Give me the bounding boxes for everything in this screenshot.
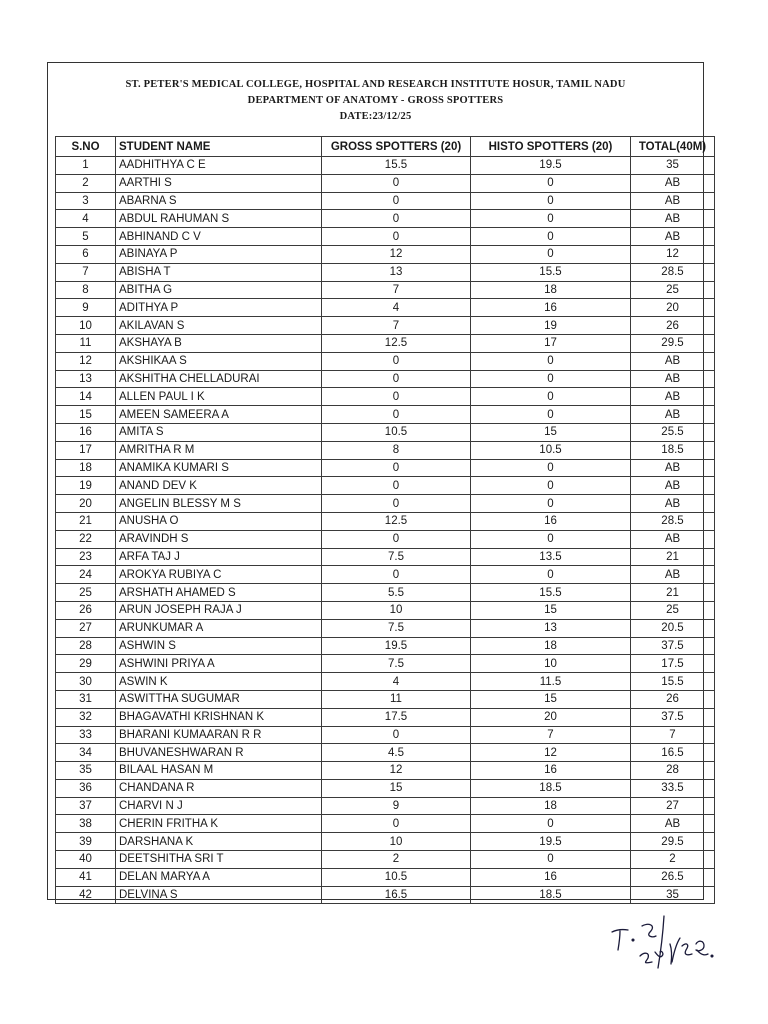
cell-histo-spotters: 10.5: [471, 441, 631, 459]
cell-total: AB: [631, 192, 715, 210]
cell-histo-spotters: 15: [471, 601, 631, 619]
table-row: [56, 619, 715, 637]
cell-gross-spotters: 16.5: [322, 886, 471, 904]
table-row: [56, 299, 715, 317]
cell-sno: 36: [56, 779, 116, 797]
cell-gross-spotters: 0: [322, 566, 471, 584]
cell-histo-spotters: 0: [471, 530, 631, 548]
table-row: [56, 441, 715, 459]
cell-total: AB: [631, 566, 715, 584]
cell-gross-spotters: 15: [322, 779, 471, 797]
cell-student-name: AROKYA RUBIYA C: [116, 566, 322, 584]
cell-student-name: AKILAVAN S: [116, 317, 322, 335]
cell-sno: 13: [56, 370, 116, 388]
table-row: [56, 815, 715, 833]
cell-total: 18.5: [631, 441, 715, 459]
table-row: [56, 388, 715, 406]
cell-sno: 21: [56, 512, 116, 530]
cell-histo-spotters: 12: [471, 744, 631, 762]
exam-date: DATE:23/12/25: [339, 111, 412, 122]
cell-gross-spotters: 9: [322, 797, 471, 815]
table-row: [56, 868, 715, 886]
cell-total: 20: [631, 299, 715, 317]
column-header-total: TOTAL(40M): [631, 137, 715, 157]
cell-student-name: DELAN MARYA A: [116, 868, 322, 886]
cell-student-name: AARTHI S: [116, 174, 322, 192]
cell-student-name: ABINAYA P: [116, 245, 322, 263]
table-row: [56, 370, 715, 388]
cell-student-name: ANAMIKA KUMARI S: [116, 459, 322, 477]
cell-total: AB: [631, 477, 715, 495]
cell-histo-spotters: 19.5: [471, 833, 631, 851]
cell-gross-spotters: 7.5: [322, 655, 471, 673]
cell-histo-spotters: 0: [471, 210, 631, 228]
cell-gross-spotters: 0: [322, 530, 471, 548]
cell-histo-spotters: 10: [471, 655, 631, 673]
institution-title: ST. PETER'S MEDICAL COLLEGE, HOSPITAL AND RESEARCH INSTITUTE HOSUR, TAMIL NADU: [125, 79, 626, 90]
cell-gross-spotters: 0: [322, 228, 471, 246]
column-header-gross-spotters: GROSS SPOTTERS (20): [322, 137, 471, 157]
cell-sno: 22: [56, 530, 116, 548]
cell-total: 28: [631, 762, 715, 780]
cell-histo-spotters: 16: [471, 299, 631, 317]
cell-student-name: BILAAL HASAN M: [116, 762, 322, 780]
cell-total: AB: [631, 174, 715, 192]
table-row: [56, 833, 715, 851]
department-title: DEPARTMENT OF ANATOMY - GROSS SPOTTERS: [247, 95, 504, 106]
cell-histo-spotters: 15.5: [471, 584, 631, 602]
cell-histo-spotters: 0: [471, 495, 631, 513]
cell-gross-spotters: 10.5: [322, 423, 471, 441]
table-row: [56, 886, 715, 904]
cell-total: 28.5: [631, 263, 715, 281]
cell-histo-spotters: 20: [471, 708, 631, 726]
cell-sno: 17: [56, 441, 116, 459]
column-header-student-name: STUDENT NAME: [116, 137, 322, 157]
cell-sno: 30: [56, 673, 116, 691]
cell-student-name: ASHWIN S: [116, 637, 322, 655]
cell-gross-spotters: 0: [322, 815, 471, 833]
table-row: [56, 263, 715, 281]
cell-total: AB: [631, 352, 715, 370]
document-header: [48, 63, 703, 137]
cell-histo-spotters: 0: [471, 228, 631, 246]
table-row: [56, 281, 715, 299]
cell-total: 37.5: [631, 708, 715, 726]
cell-total: 33.5: [631, 779, 715, 797]
table-row: [56, 512, 715, 530]
cell-total: AB: [631, 459, 715, 477]
table-row: [56, 762, 715, 780]
cell-total: 17.5: [631, 655, 715, 673]
cell-sno: 42: [56, 886, 116, 904]
cell-total: 15.5: [631, 673, 715, 691]
cell-gross-spotters: 0: [322, 174, 471, 192]
cell-total: 25: [631, 601, 715, 619]
cell-total: 2: [631, 851, 715, 869]
cell-histo-spotters: 7: [471, 726, 631, 744]
cell-gross-spotters: 0: [322, 352, 471, 370]
cell-gross-spotters: 0: [322, 210, 471, 228]
cell-gross-spotters: 11: [322, 690, 471, 708]
cell-sno: 34: [56, 744, 116, 762]
table-header-row: [56, 137, 715, 157]
cell-histo-spotters: 17: [471, 334, 631, 352]
cell-sno: 4: [56, 210, 116, 228]
cell-gross-spotters: 0: [322, 370, 471, 388]
table-row: [56, 495, 715, 513]
table-row: [56, 334, 715, 352]
table-row: [56, 566, 715, 584]
cell-histo-spotters: 0: [471, 245, 631, 263]
cell-student-name: ASWIN K: [116, 673, 322, 691]
table-row: [56, 708, 715, 726]
cell-histo-spotters: 0: [471, 388, 631, 406]
cell-sno: 24: [56, 566, 116, 584]
cell-student-name: ASHWINI PRIYA A: [116, 655, 322, 673]
cell-histo-spotters: 15: [471, 423, 631, 441]
cell-total: 28.5: [631, 512, 715, 530]
cell-student-name: AKSHAYA B: [116, 334, 322, 352]
cell-histo-spotters: 19: [471, 317, 631, 335]
cell-total: 27: [631, 797, 715, 815]
cell-gross-spotters: 17.5: [322, 708, 471, 726]
table-row: [56, 228, 715, 246]
cell-sno: 10: [56, 317, 116, 335]
cell-sno: 3: [56, 192, 116, 210]
cell-student-name: CHARVI N J: [116, 797, 322, 815]
cell-sno: 29: [56, 655, 116, 673]
column-header-sno: S.NO: [56, 137, 116, 157]
table-row: [56, 584, 715, 602]
cell-total: 20.5: [631, 619, 715, 637]
cell-student-name: ANUSHA O: [116, 512, 322, 530]
table-row: [56, 459, 715, 477]
cell-sno: 39: [56, 833, 116, 851]
cell-sno: 1: [56, 157, 116, 175]
cell-gross-spotters: 12: [322, 245, 471, 263]
cell-student-name: BHUVANESHWARAN R: [116, 744, 322, 762]
cell-sno: 38: [56, 815, 116, 833]
cell-histo-spotters: 0: [471, 815, 631, 833]
cell-total: 16.5: [631, 744, 715, 762]
cell-gross-spotters: 10.5: [322, 868, 471, 886]
cell-student-name: DEETSHITHA SRI T: [116, 851, 322, 869]
table-row: [56, 601, 715, 619]
cell-total: AB: [631, 370, 715, 388]
cell-sno: 26: [56, 601, 116, 619]
cell-total: 35: [631, 886, 715, 904]
cell-student-name: ARFA TAJ J: [116, 548, 322, 566]
cell-sno: 18: [56, 459, 116, 477]
cell-histo-spotters: 0: [471, 459, 631, 477]
cell-sno: 15: [56, 406, 116, 424]
cell-histo-spotters: 18: [471, 637, 631, 655]
cell-sno: 41: [56, 868, 116, 886]
cell-histo-spotters: 18: [471, 281, 631, 299]
column-header-histo-spotters: HISTO SPOTTERS (20): [471, 137, 631, 157]
table-row: [56, 548, 715, 566]
cell-student-name: ARSHATH AHAMED S: [116, 584, 322, 602]
cell-total: AB: [631, 228, 715, 246]
table-row: [56, 690, 715, 708]
cell-student-name: CHERIN FRITHA K: [116, 815, 322, 833]
cell-student-name: ADITHYA P: [116, 299, 322, 317]
cell-student-name: ABHINAND C V: [116, 228, 322, 246]
table-row: [56, 797, 715, 815]
table-row: [56, 157, 715, 175]
cell-total: 26.5: [631, 868, 715, 886]
cell-total: 29.5: [631, 833, 715, 851]
cell-total: AB: [631, 530, 715, 548]
cell-student-name: CHANDANA R: [116, 779, 322, 797]
cell-total: AB: [631, 815, 715, 833]
cell-student-name: ANGELIN BLESSY M S: [116, 495, 322, 513]
cell-histo-spotters: 15: [471, 690, 631, 708]
table-row: [56, 637, 715, 655]
cell-sno: 5: [56, 228, 116, 246]
cell-gross-spotters: 4: [322, 673, 471, 691]
cell-student-name: DARSHANA K: [116, 833, 322, 851]
cell-gross-spotters: 7.5: [322, 548, 471, 566]
cell-gross-spotters: 7: [322, 281, 471, 299]
table-row: [56, 317, 715, 335]
cell-sno: 19: [56, 477, 116, 495]
cell-histo-spotters: 15.5: [471, 263, 631, 281]
cell-gross-spotters: 13: [322, 263, 471, 281]
cell-sno: 12: [56, 352, 116, 370]
cell-histo-spotters: 18: [471, 797, 631, 815]
cell-gross-spotters: 0: [322, 459, 471, 477]
cell-sno: 25: [56, 584, 116, 602]
table-row: [56, 673, 715, 691]
cell-student-name: AKSHITHA CHELLADURAI: [116, 370, 322, 388]
cell-sno: 28: [56, 637, 116, 655]
cell-gross-spotters: 0: [322, 388, 471, 406]
cell-student-name: ARAVINDH S: [116, 530, 322, 548]
cell-histo-spotters: 0: [471, 192, 631, 210]
table-row: [56, 174, 715, 192]
cell-histo-spotters: 0: [471, 370, 631, 388]
marksheet-frame: [47, 62, 707, 902]
cell-student-name: ARUN JOSEPH RAJA J: [116, 601, 322, 619]
cell-total: 12: [631, 245, 715, 263]
cell-gross-spotters: 0: [322, 495, 471, 513]
cell-gross-spotters: 12: [322, 762, 471, 780]
cell-histo-spotters: 0: [471, 851, 631, 869]
cell-gross-spotters: 7.5: [322, 619, 471, 637]
cell-sno: 14: [56, 388, 116, 406]
cell-student-name: ABISHA T: [116, 263, 322, 281]
cell-student-name: AMEEN SAMEERA A: [116, 406, 322, 424]
cell-student-name: ABARNA S: [116, 192, 322, 210]
cell-sno: 2: [56, 174, 116, 192]
table-row: [56, 477, 715, 495]
table-row: [56, 352, 715, 370]
cell-histo-spotters: 0: [471, 352, 631, 370]
cell-student-name: ABITHA G: [116, 281, 322, 299]
table-row: [56, 406, 715, 424]
cell-sno: 8: [56, 281, 116, 299]
cell-sno: 27: [56, 619, 116, 637]
cell-sno: 33: [56, 726, 116, 744]
table-row: [56, 726, 715, 744]
cell-student-name: AKSHIKAA S: [116, 352, 322, 370]
cell-total: 26: [631, 317, 715, 335]
cell-gross-spotters: 12.5: [322, 512, 471, 530]
table-row: [56, 744, 715, 762]
cell-total: 25.5: [631, 423, 715, 441]
cell-sno: 11: [56, 334, 116, 352]
cell-sno: 37: [56, 797, 116, 815]
handwritten-signature: [600, 910, 760, 980]
cell-gross-spotters: 15.5: [322, 157, 471, 175]
cell-histo-spotters: 0: [471, 477, 631, 495]
cell-gross-spotters: 10: [322, 601, 471, 619]
cell-gross-spotters: 0: [322, 406, 471, 424]
cell-total: 21: [631, 584, 715, 602]
cell-student-name: ALLEN PAUL I K: [116, 388, 322, 406]
cell-total: AB: [631, 495, 715, 513]
cell-student-name: DELVINA S: [116, 886, 322, 904]
cell-gross-spotters: 10: [322, 833, 471, 851]
table-row: [56, 655, 715, 673]
cell-sno: 32: [56, 708, 116, 726]
cell-gross-spotters: 4.5: [322, 744, 471, 762]
cell-histo-spotters: 0: [471, 406, 631, 424]
cell-gross-spotters: 5.5: [322, 584, 471, 602]
table-row: [56, 192, 715, 210]
table-row: [56, 530, 715, 548]
cell-total: AB: [631, 406, 715, 424]
cell-total: 21: [631, 548, 715, 566]
cell-gross-spotters: 19.5: [322, 637, 471, 655]
cell-histo-spotters: 11.5: [471, 673, 631, 691]
cell-gross-spotters: 2: [322, 851, 471, 869]
table-row: [56, 851, 715, 869]
cell-histo-spotters: 19.5: [471, 157, 631, 175]
cell-sno: 6: [56, 245, 116, 263]
cell-gross-spotters: 0: [322, 726, 471, 744]
cell-gross-spotters: 0: [322, 477, 471, 495]
cell-total: 37.5: [631, 637, 715, 655]
cell-gross-spotters: 12.5: [322, 334, 471, 352]
table-row: [56, 245, 715, 263]
cell-student-name: ASWITTHA SUGUMAR: [116, 690, 322, 708]
cell-total: 7: [631, 726, 715, 744]
cell-student-name: ABDUL RAHUMAN S: [116, 210, 322, 228]
cell-histo-spotters: 0: [471, 174, 631, 192]
cell-total: AB: [631, 388, 715, 406]
cell-sno: 40: [56, 851, 116, 869]
cell-student-name: BHARANI KUMAARAN R R: [116, 726, 322, 744]
cell-student-name: BHAGAVATHI KRISHNAN K: [116, 708, 322, 726]
cell-histo-spotters: 16: [471, 762, 631, 780]
cell-gross-spotters: 7: [322, 317, 471, 335]
cell-histo-spotters: 18.5: [471, 886, 631, 904]
cell-histo-spotters: 16: [471, 512, 631, 530]
cell-sno: 20: [56, 495, 116, 513]
cell-student-name: AMRITHA R M: [116, 441, 322, 459]
cell-sno: 7: [56, 263, 116, 281]
cell-sno: 35: [56, 762, 116, 780]
table-row: [56, 423, 715, 441]
cell-sno: 16: [56, 423, 116, 441]
table-row: [56, 779, 715, 797]
marks-table: [55, 136, 715, 904]
cell-student-name: ARUNKUMAR A: [116, 619, 322, 637]
cell-histo-spotters: 18.5: [471, 779, 631, 797]
cell-sno: 23: [56, 548, 116, 566]
cell-gross-spotters: 4: [322, 299, 471, 317]
cell-total: AB: [631, 210, 715, 228]
cell-histo-spotters: 16: [471, 868, 631, 886]
cell-total: 35: [631, 157, 715, 175]
cell-total: 29.5: [631, 334, 715, 352]
cell-student-name: ANAND DEV K: [116, 477, 322, 495]
table-row: [56, 210, 715, 228]
cell-gross-spotters: 8: [322, 441, 471, 459]
cell-gross-spotters: 0: [322, 192, 471, 210]
cell-sno: 31: [56, 690, 116, 708]
cell-total: 25: [631, 281, 715, 299]
table-body: [56, 157, 715, 904]
cell-total: 26: [631, 690, 715, 708]
cell-histo-spotters: 0: [471, 566, 631, 584]
cell-student-name: AADHITHYA C E: [116, 157, 322, 175]
cell-histo-spotters: 13.5: [471, 548, 631, 566]
cell-sno: 9: [56, 299, 116, 317]
cell-histo-spotters: 13: [471, 619, 631, 637]
cell-student-name: AMITA S: [116, 423, 322, 441]
